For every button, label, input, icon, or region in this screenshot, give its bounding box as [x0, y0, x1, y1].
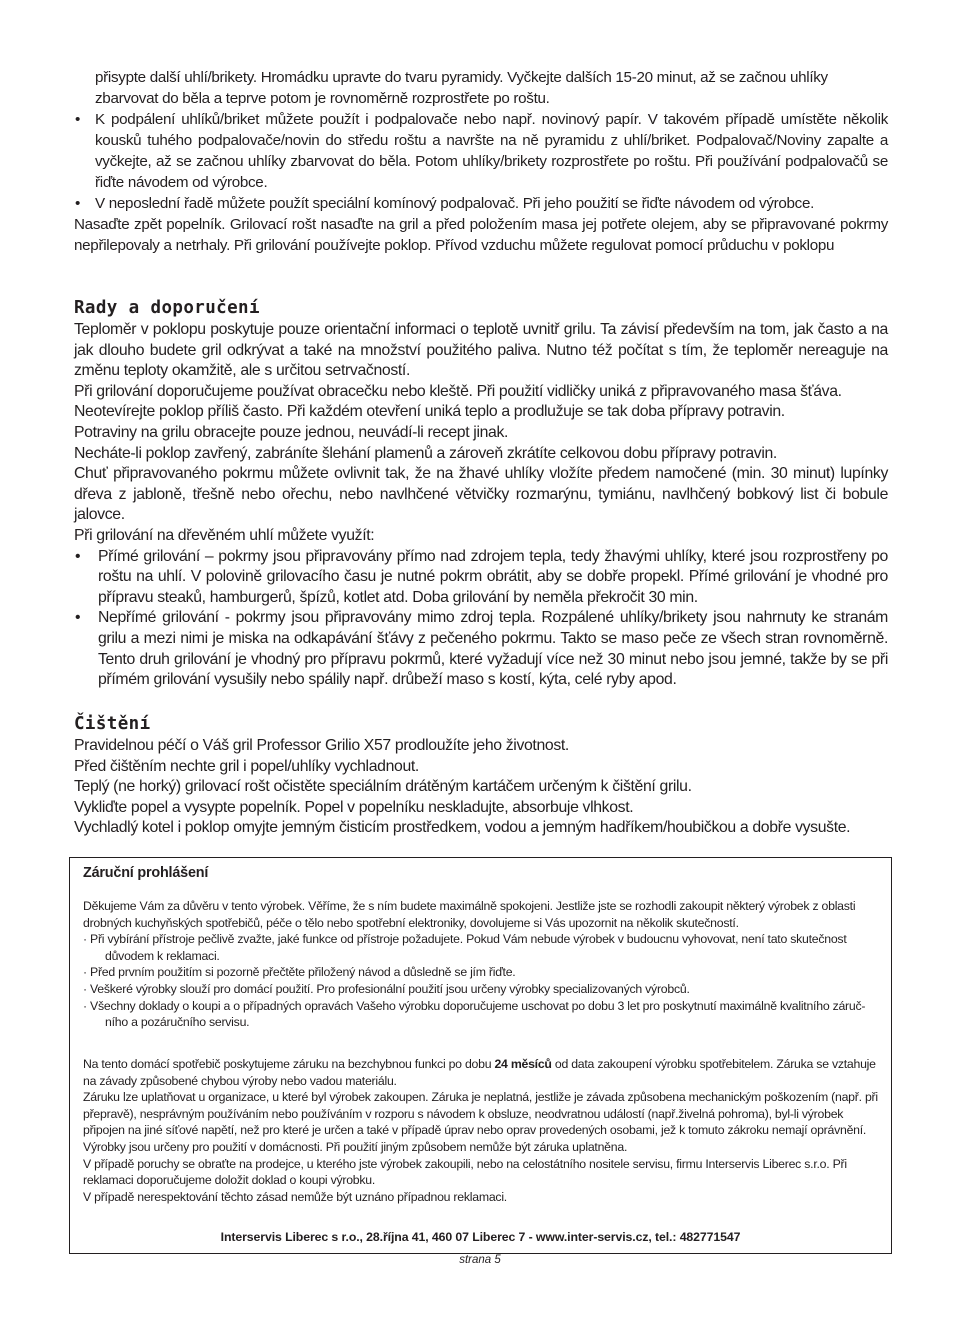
- page-number: strana 5: [459, 1254, 501, 1266]
- text-line: Teplý (ne horký) grilovací rošt očistěte speciálním drátěným kartáčem určeným k čištění grilu.: [74, 778, 692, 796]
- paragraph: Na tento domácí spotřebič poskytujeme záruku na bezchybnou funkci po dobu 24 měsíců od data zakoupení výrobku spotřebitelem. Záruka se vztahuje na závady způsobené chybou výroby nebo vadou materiálu.: [83, 1057, 876, 1088]
- list-item: · Všechny doklady o koupi a o případných opravách Vašeho výrobku doporučujeme uschovat po dobu 3 let pro poskytnutí maximálně kvalitního záruč-: [83, 998, 866, 1013]
- paragraph: V případě poruchy se obraťte na prodejce, u kterého jste výrobek zakoupili, nebo na celostátního nositele servisu, firmu Interservis Liberec s.r.o. Při reklamaci doporučujeme doložit doklad o koupi výrobku.: [83, 1156, 847, 1188]
- list-item: [74, 608, 888, 690]
- paragraph: Děkujeme Vám za důvěru v tento výrobek. Věříme, že s ním budete maximálně spokojeni. Jestliže jste se rozhodli zakoupit některý výrobek z oblasti drobných kuchyňských spotřebičů, péče o tělo nebo spotřební elektroniky, dovolujeme si Vás upozornit na několik skutečností.: [83, 899, 856, 930]
- warranty-terms: [83, 1056, 879, 1205]
- list-item: · Při vybírání přístroje pečlivě zvažte, jaké funkce od přístroje požadujete. Pokud Vám nebude výrobek v budoucnu vyhovovat, není tato skutečnost: [83, 932, 847, 947]
- paragraph: Chuť připravovaného pokrmu můžete ovlivnit tak, že na žhavé uhlíky vložíte předem namočené (min. 30 minut) lupínky dřeva z jabloně, třešně nebo ořechu, nebo navlhčené větvičky rozmarýnu, tymiánu, navlhčený bobkový list či bobule jalovce.: [74, 465, 888, 524]
- paragraph: Potraviny na grilu obracejte pouze jednou, neuvádí-li recept jinak.: [74, 423, 509, 441]
- text-line: přisypte další uhlí/brikety. Hromádku upravte do tvaru pyramidy. Vyčkejte dalších 15-20 minut, až se začnou uhlíky: [95, 69, 828, 86]
- list-item: • V neposlední řadě můžete použít speciální komínový podpalovač. Při jeho použití se řiďte návodem od výrobce.: [74, 193, 888, 214]
- list-item: • Přímé grilování – pokrmy jsou připravovány přímo nad zdrojem tepla, tedy žhavými uhlíky, které jsou rozprostřeny po roštu na uhlí. V polovině grilovacího času je nutné pokrm obrátit, aby se dobře propekl. Přímé grilování je vhodné pro přípravu steaků, hamburgerů, špízů, kotlet atd. Doba grilování by neměla překročit 30 min.: [74, 547, 888, 609]
- text-line: Vykliďte popel a vysypte popelník. Popel v popelníku neskladujte, absorbuje vlhkost.: [74, 798, 634, 816]
- warranty-period: 24 měsíců: [494, 1057, 552, 1071]
- tips-section: [74, 320, 888, 691]
- paragraph: V případě nerespektování těchto zásad nemůže být uznáno případnou reklamaci.: [83, 1189, 507, 1204]
- paragraph: Nasaďte zpět popelník. Grilovací rošt nasaďte na gril a před položením masa jej potřete olejem, aby se připravované pokrmy nepřilepovaly a netrhaly. Při grilování používejte poklop. Přívod vzduchu můžete regulovat pomocí průduchu v poklopu: [74, 216, 888, 254]
- list-item: · Veškeré výrobky slouží pro domácí použití. Pro profesionální použití jsou určeny výrobky specializovaných výrobců.: [83, 981, 690, 996]
- paragraph: Necháte-li poklop zavřený, zabráníte šlehání plamenů a zároveň zkrátíte celkovou dobu přípravy potravin.: [74, 444, 777, 462]
- text-line: Vychladlý kotel i poklop omyjte jemným čisticím prostředkem, vodou a jemným hadříkem/houbičkou a dobře vysušte.: [74, 819, 851, 837]
- paragraph: Neotevírejte poklop příliš často. Při každém otevření uniká teplo a prodlužuje se tak doba přípravy potravin.: [74, 403, 785, 421]
- list-item: • K podpálení uhlíků/briket můžete použít i podpalovače nebo např. novinový papír. V takovém případě umístěte několik kousků tuhého podpalovače/novin do středu roštu a navršte na ně pyramidu z uhlí/briket. Podpalovač/Noviny zapalte a vyčkejte, až se začnou uhlíky zbarvovat do běla. Potom uhlíky/brikety rozprostřete po roštu. Při používání podpalovačů se řiďte návodem od výrobce.: [74, 109, 888, 193]
- paragraph: Záruku lze uplatňovat u organizace, u které byl výrobek zakoupen. Záruka je neplatná, jestliže je závada způsobena mechanickým poškozením (např. při přepravě), nesprávným používáním nebo používáním v rozporu s návodem k obsluze, neodvratnou událostí (např.živelná pohroma), byl-li výrobek připojen na jiné síťové napětí, než pro které je určen a také v případě úprav nebo oprav provedených osobami, jež k tomuto zákroku nemají oprávnění. Výrobky jsou určeny pro použití v domácnosti. Při použití jiným způsobem nemůže být záruka uplatněna.: [83, 1090, 878, 1154]
- list-item-continuation: důvodem k reklamaci.: [105, 948, 220, 963]
- text-line: zbarvovat do běla a teprve potom je rovnoměrně rozprostřete po roštu.: [95, 90, 550, 107]
- list-item-text: Nepřímé grilování - pokrmy jsou připravovány mimo zdroj tepla. Rozpálené uhlíky/brikety jsou nahrnuty ke stranám grilu a mezi nimi je miska na odkapávání šťávy z pečeného pokrmu. Takto se maso peče ze všech stran rovnoměrně.: [98, 609, 888, 647]
- text-line: Před čištěním nechte gril i popel/uhlíky vychladnout.: [74, 757, 419, 775]
- section-heading-cleaning: Čištění: [74, 714, 151, 734]
- list-item: · Před prvním použitím si pozorně přečtěte přiložený návod a důsledně se jím řiďte.: [83, 965, 516, 980]
- paragraph: Teploměr v poklopu poskytuje pouze orientační informaci o teplotě uvnitř grilu. Ta závisí především na tom, jak často a na jak dlouho budete gril odkrývat a také na množství použitého paliva. Nutno též počítat s tím, že teploměr nereaguje na změnu teploty okamžitě, ale s určitou setrvačností.: [74, 321, 888, 380]
- cleaning-section: [74, 736, 888, 839]
- paragraph: Při grilování na dřevěném uhlí můžete využít:: [74, 526, 375, 544]
- section-heading-tips: Rady a doporučení: [74, 298, 260, 318]
- text-line: Pravidelnou péčí o Váš gril Professor Grilio X57 prodloužíte jeho životnost.: [74, 737, 569, 754]
- paragraph: Při grilování doporučujeme používat obracečku nebo kleště. Při použití vidličky uniká z připravovaného masa šťáva.: [74, 382, 842, 400]
- warranty-title: Záruční prohlášení: [83, 865, 209, 881]
- warranty-box: [69, 857, 892, 1254]
- list-item-continuation: ního a pozáručního servisu.: [105, 1015, 250, 1030]
- lighting-instructions: [74, 67, 888, 256]
- contact-footer: Interservis Liberec s r.o., 28.října 41, 460 07 Liberec 7 - www.inter-servis.cz, tel.: 482771547: [220, 1230, 741, 1244]
- warranty-intro: [83, 898, 879, 1031]
- list-item-text: Tento druh grilování je vhodný pro přípravu pokrmů, které vyžadují více než 30 minut nebo jsou jemné, takže by se při přímém grilování vysušily nebo spálily např. drůbeží maso s kostí, kýta, celé ryby apod.: [98, 650, 888, 689]
